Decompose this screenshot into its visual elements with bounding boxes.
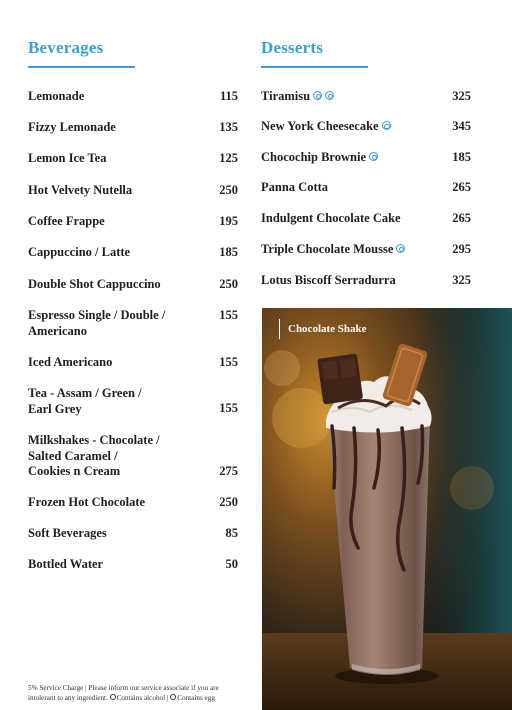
item-price: 85 — [225, 526, 238, 540]
item-name: Indulgent Chocolate Cake — [261, 211, 401, 225]
item-price: 325 — [452, 273, 471, 287]
item-price: 345 — [452, 119, 471, 133]
item-name: Lemonade — [28, 89, 85, 103]
item-name: Soft Beverages — [28, 526, 107, 540]
footer-line-1: 5% Service Charge | Please inform our service associate if you are — [28, 684, 219, 692]
footer-note — [28, 684, 258, 703]
alcohol-icon — [313, 91, 322, 100]
item-name: Cappuccino / Latte — [28, 245, 131, 259]
item-price: 250 — [219, 495, 238, 509]
chocolate-shake-photo — [262, 308, 512, 710]
item-price: 275 — [219, 464, 238, 478]
item-name: Lotus Biscoff Serradurra — [261, 273, 396, 287]
item-name: Bottled Water — [28, 557, 104, 571]
item-price: 50 — [225, 557, 238, 571]
egg-icon — [325, 91, 334, 100]
item-price: 155 — [219, 355, 238, 369]
item-name: Tea - Assam / Green / Earl Grey — [28, 386, 142, 416]
item-price: 155 — [219, 401, 238, 415]
item-name: Hot Velvety Nutella — [28, 183, 133, 197]
egg-icon — [170, 694, 176, 700]
item-price: 265 — [452, 211, 471, 225]
item-price: 135 — [219, 120, 238, 134]
egg-icon — [396, 244, 405, 253]
item-name: Milkshakes - Chocolate / Salted Caramel / Cookies n Cream — [28, 433, 160, 478]
item-name: Triple Chocolate Mousse — [261, 242, 394, 256]
item-price: 295 — [452, 242, 471, 256]
egg-icon — [382, 121, 391, 130]
item-name: Lemon Ice Tea — [28, 151, 107, 165]
item-price: 185 — [219, 245, 238, 259]
item-price: 195 — [219, 214, 238, 228]
item-price: 185 — [452, 150, 471, 164]
item-name: Fizzy Lemonade — [28, 120, 116, 134]
egg-icon — [369, 152, 378, 161]
beverages-title: Beverages — [28, 38, 104, 57]
item-name: Tiramisu — [261, 89, 311, 103]
item-price: 265 — [452, 180, 471, 194]
desserts-title: Desserts — [261, 38, 324, 57]
item-price: 325 — [452, 89, 471, 103]
alcohol-icon — [110, 694, 116, 700]
photo-label: Chocolate Shake — [279, 319, 367, 339]
beverages-list — [28, 0, 238, 600]
footer-line-2 — [28, 694, 258, 704]
item-name: Frozen Hot Chocolate — [28, 495, 146, 509]
footer-intolerance-text: intolerant to any ingredient. — [28, 693, 108, 702]
item-name: New York Cheesecake — [261, 119, 379, 133]
item-name: Double Shot Cappuccino — [28, 277, 161, 291]
item-name: Espresso Single / Double / Americano — [28, 308, 166, 338]
footer-alcohol-text: Contains alcohol | — [116, 693, 169, 702]
item-price: 155 — [219, 308, 238, 322]
item-price: 125 — [219, 151, 238, 165]
desserts-list — [261, 0, 471, 300]
item-name: Panna Cotta — [261, 180, 329, 194]
item-price: 250 — [219, 277, 238, 291]
footer-egg-text: Contains egg — [177, 693, 215, 702]
item-price: 115 — [219, 89, 238, 103]
item-name: Iced Americano — [28, 355, 113, 369]
item-name: Chocochip Brownie — [261, 150, 366, 164]
item-price: 250 — [219, 183, 238, 197]
item-name: Coffee Frappe — [28, 214, 105, 228]
